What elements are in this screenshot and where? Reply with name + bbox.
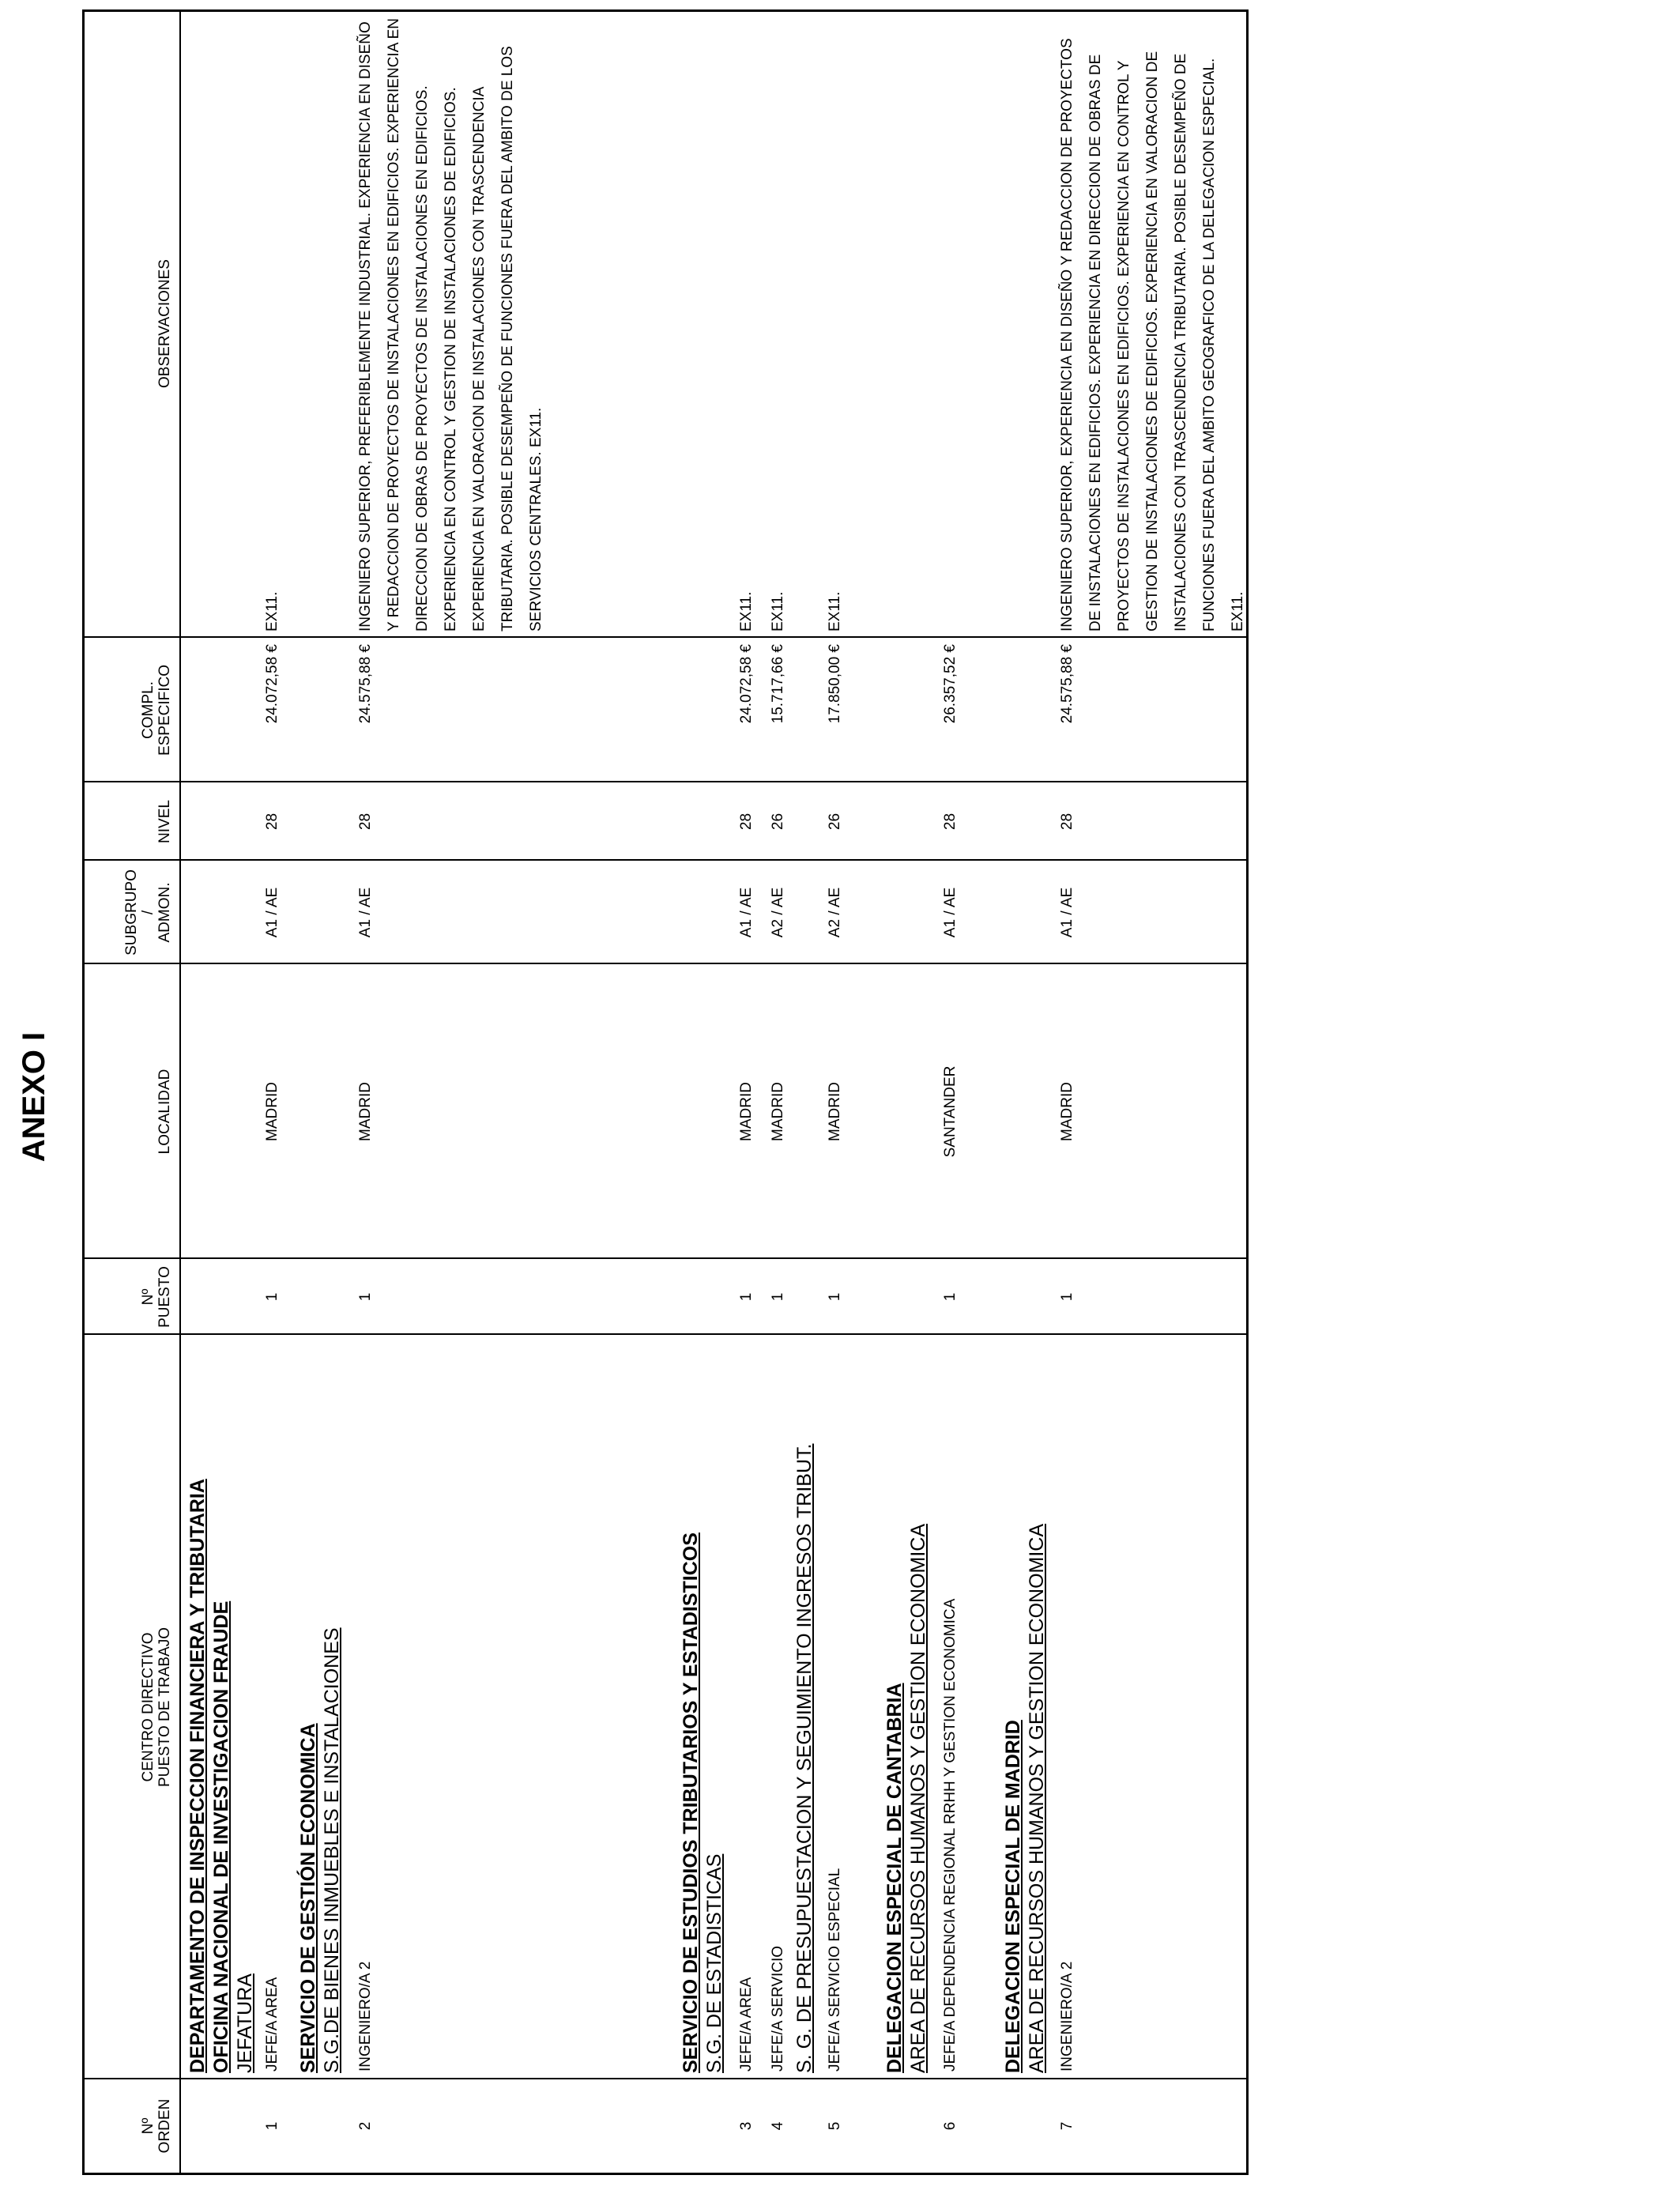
- row-5-localidad: MADRID: [827, 1082, 843, 1141]
- col-header-localidad: LOCALIDAD: [156, 1069, 173, 1155]
- col-header-subgrupo: SUBGRUPO / ADMON.: [123, 869, 173, 956]
- row-4-observaciones: EX11.: [770, 591, 786, 631]
- row-1-observaciones: EX11.: [264, 591, 281, 631]
- row-3-orden: 3: [738, 2121, 755, 2131]
- row-7-orden: 7: [1059, 2121, 1075, 2131]
- row-7-subgrupo: A1 / AE: [1059, 887, 1075, 938]
- row-1-subgrupo: A1 / AE: [264, 887, 281, 938]
- row-1-npuesto: 1: [264, 1292, 281, 1302]
- col-header-compl: COMPL. ESPECIFICO: [140, 664, 173, 756]
- col-header-centro: CENTRO DIRECTIVO PUESTO DE TRABAJO: [140, 1627, 173, 1788]
- row-1-compl: 24.072,58 €: [264, 644, 281, 724]
- subunit-heading: S.G.DE BIENES INMUEBLES E INSTALACIONES: [321, 1627, 343, 2073]
- row-6-npuesto: 1: [942, 1292, 959, 1302]
- delegation-heading: DELEGACION ESPECIAL DE MADRID: [1002, 1720, 1024, 2073]
- row-7-compl: 24.575,88 €: [1059, 644, 1075, 724]
- row-4-localidad: MADRID: [770, 1082, 786, 1141]
- row-3-npuesto: 1: [738, 1292, 755, 1302]
- row-7-observaciones: INGENIERO SUPERIOR, EXPERIENCIA EN DISEÑO Y REDACCION DE PROYECTOS DE INSTALACIONES EN EDIFICIOS. EXPERIENCIA EN DIRECCION DE OBRAS DE PROYECTOS DE INSTALACIONES EN EDIFICIOS. EXPERIENCIA EN CONTROL Y GESTION DE INSTALACIONES DE EDIFICIOS. EXPERIENCIA EN VALORACION DE INSTALACIONES CON TRASCENDENCIA TRIBUTARIA. POSIBLE DESEMPEÑO DE FUNCIONES FUERA DEL AMBITO GEOGRAFICO DE LA DELEGACION ESPECIAL. EX11.: [1059, 38, 1246, 631]
- row-6-nivel: 28: [942, 812, 959, 831]
- positions-table: [82, 9, 1249, 2175]
- row-6-localidad: SANTANDER: [942, 1065, 959, 1158]
- row-2-puesto: INGENIERO/A 2: [357, 1961, 374, 2071]
- row-3-puesto: JEFE/A AREA: [738, 1977, 755, 2071]
- row-2-nivel: 28: [357, 812, 374, 831]
- unit-heading: JEFATURA: [234, 1973, 256, 2073]
- row-3-observaciones: EX11.: [738, 591, 755, 631]
- subunit-heading: S. G. DE PRESUPUESTACION Y SEGUIMIENTO INGRESOS TRIBUT.: [793, 1443, 816, 2073]
- area-heading: AREA DE RECURSOS HUMANOS Y GESTION ECONOMICA: [1026, 1523, 1048, 2073]
- row-5-orden: 5: [827, 2121, 843, 2131]
- row-4-puesto: JEFE/A SERVICIO: [770, 1945, 786, 2071]
- row-7-nivel: 28: [1059, 812, 1075, 831]
- area-heading: AREA DE RECURSOS HUMANOS Y GESTION ECONOMICA: [907, 1523, 929, 2073]
- row-1-puesto: JEFE/A AREA: [264, 1977, 281, 2071]
- row-5-npuesto: 1: [827, 1292, 843, 1302]
- row-4-npuesto: 1: [770, 1292, 786, 1302]
- col-header-nivel: NIVEL: [156, 800, 173, 843]
- row-7-npuesto: 1: [1059, 1292, 1075, 1302]
- rotated-table-stage: [66, 0, 1249, 2185]
- row-4-subgrupo: A2 / AE: [770, 887, 786, 938]
- row-2-subgrupo: A1 / AE: [357, 887, 374, 938]
- row-4-nivel: 26: [770, 812, 786, 831]
- row-2-observaciones: INGENIERO SUPERIOR, PREFERIBLEMENTE INDUSTRIAL. EXPERIENCIA EN DISEÑO Y REDACCION DE PROYECTOS DE INSTALACIONES EN EDIFICIOS. EXPERIENCIA EN DIRECCION DE OBRAS DE PROYECTOS DE INSTALACIONES EN EDIFICIOS. EXPERIENCIA EN CONTROL Y GESTION DE INSTALACIONES DE EDIFICIOS. EXPERIENCIA EN VALORACION DE INSTALACIONES CON TRASCENDENCIA TRIBUTARIA. POSIBLE DESEMPEÑO DE FUNCIONES FUERA DEL AMBITO DE LOS SERVICIOS CENTRALES. EX11.: [357, 17, 544, 631]
- row-5-observaciones: EX11.: [827, 591, 843, 631]
- row-7-localidad: MADRID: [1059, 1082, 1075, 1141]
- row-4-orden: 4: [770, 2121, 786, 2131]
- row-6-compl: 26.357,52 €: [942, 644, 959, 724]
- row-3-subgrupo: A1 / AE: [738, 887, 755, 938]
- service-heading: SERVICIO DE GESTIÓN ECONOMICA: [297, 1723, 319, 2073]
- row-1-nivel: 28: [264, 812, 281, 831]
- row-1-orden: 1: [264, 2121, 281, 2131]
- row-5-nivel: 26: [827, 812, 843, 831]
- row-2-compl: 24.575,88 €: [357, 644, 374, 724]
- subunit-heading: S.G. DE ESTADISTICAS: [703, 1853, 725, 2073]
- service-heading: SERVICIO DE ESTUDIOS TRIBUTARIOS Y ESTADISTICOS: [680, 1532, 702, 2073]
- row-2-orden: 2: [357, 2121, 374, 2131]
- row-6-subgrupo: A1 / AE: [942, 887, 959, 938]
- col-header-npuesto: Nº PUESTO: [140, 1266, 173, 1328]
- row-3-localidad: MADRID: [738, 1082, 755, 1141]
- page-title: ANEXO I: [16, 1031, 51, 1163]
- row-1-localidad: MADRID: [264, 1082, 281, 1141]
- row-5-puesto: JEFE/A SERVICIO ESPECIAL: [827, 1868, 843, 2071]
- row-3-compl: 24.072,58 €: [738, 644, 755, 724]
- department-heading: DEPARTAMENTO DE INSPECCION FINANCIERA Y TRIBUTARIA: [186, 1479, 209, 2073]
- row-4-compl: 15.717,66 €: [770, 644, 786, 724]
- row-5-subgrupo: A2 / AE: [827, 887, 843, 938]
- header-rule: [179, 12, 181, 2173]
- col-header-observaciones: OBSERVACIONES: [156, 259, 173, 388]
- delegation-heading: DELEGACION ESPECIAL DE CANTABRIA: [883, 1683, 906, 2073]
- row-7-puesto: INGENIERO/A 2: [1059, 1961, 1075, 2071]
- row-2-localidad: MADRID: [357, 1082, 374, 1141]
- office-heading: OFICINA NACIONAL DE INVESTIGACION FRAUDE: [210, 1600, 232, 2073]
- row-2-npuesto: 1: [357, 1292, 374, 1302]
- col-header-orden: Nº ORDEN: [140, 2098, 173, 2154]
- row-5-compl: 17.850,00 €: [827, 644, 843, 724]
- row-6-puesto: JEFE/A DEPENDENCIA REGIONAL RRHH Y GESTION ECONOMICA: [942, 1598, 959, 2071]
- row-3-nivel: 28: [738, 812, 755, 831]
- column-divider: [85, 636, 1246, 638]
- row-6-orden: 6: [942, 2121, 959, 2131]
